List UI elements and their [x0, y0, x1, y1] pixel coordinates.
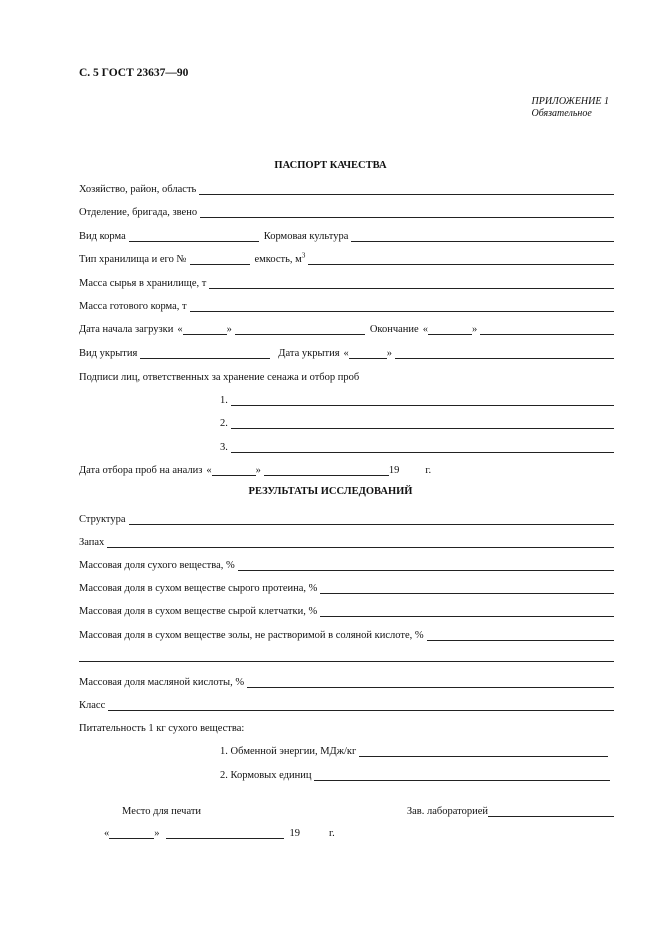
signature-3[interactable]: 3.	[220, 439, 614, 453]
field-ready-mass[interactable]	[79, 298, 614, 312]
field-storage[interactable]	[79, 251, 614, 265]
passport-title: ПАСПОРТ КАЧЕСТВА	[274, 160, 387, 171]
field-department[interactable]	[79, 204, 614, 218]
storage-label: Тип хранилища и его №	[79, 254, 187, 265]
signature-2[interactable]: 2.	[220, 415, 614, 429]
cover-date-label: Дата укрытия	[278, 348, 340, 359]
load-day[interactable]: « »	[177, 324, 232, 335]
appendix-label	[532, 96, 610, 120]
crop-line[interactable]	[351, 230, 614, 242]
field-farm[interactable]	[79, 181, 614, 195]
department-line[interactable]	[200, 206, 614, 218]
field-cover[interactable]	[79, 345, 614, 359]
field-raw-mass[interactable]	[79, 275, 614, 289]
butyric-line[interactable]	[247, 676, 614, 688]
end-label: Окончание	[369, 324, 419, 335]
storage-line[interactable]	[190, 253, 250, 265]
cover-month-line[interactable]	[395, 347, 614, 359]
crop-label: Кормовая культура	[263, 231, 349, 242]
sample-month-line[interactable]	[264, 464, 389, 476]
feed-type-label: Вид корма	[79, 231, 126, 242]
smell-label: Запах	[79, 537, 105, 548]
footer-month-line[interactable]	[166, 827, 284, 839]
capacity-line[interactable]	[308, 253, 614, 265]
head-signature-line[interactable]	[488, 805, 614, 817]
field-fiber[interactable]	[79, 603, 614, 617]
ash-line[interactable]	[427, 629, 614, 641]
field-protein[interactable]	[79, 580, 614, 594]
field-class[interactable]	[79, 697, 614, 711]
footer-day[interactable]: « »	[104, 828, 160, 839]
appendix-status: Обязательное	[531, 108, 592, 119]
signatures-heading	[79, 369, 614, 383]
ready-mass-line[interactable]	[190, 300, 614, 312]
butyric-label: Массовая доля масляной кислоты, %	[79, 677, 245, 688]
dry-matter-label: Массовая доля сухого вещества, %	[79, 560, 235, 571]
nutrition-heading	[79, 720, 614, 734]
end-day[interactable]: « »	[422, 324, 478, 335]
smell-line[interactable]	[107, 536, 614, 548]
field-energy[interactable]	[220, 743, 608, 757]
footer-signature-row[interactable]	[79, 803, 614, 817]
raw-mass-label: Масса сырья в хранилище, т	[79, 278, 207, 289]
sample-date-label: Дата отбора проб на анализ	[79, 465, 203, 476]
signatures-label: Подписи лиц, ответственных за хранение сенажа и отбор проб	[79, 372, 360, 383]
load-month-line[interactable]	[235, 323, 365, 335]
energy-label: 1. Обменной энергии, МДж/кг	[220, 746, 357, 757]
units-label: 2. Кормовых единиц	[220, 770, 312, 781]
footer-year-prefix: 19	[289, 828, 300, 839]
raw-mass-line[interactable]	[209, 277, 614, 289]
energy-line[interactable]	[359, 745, 608, 757]
units-line[interactable]	[314, 769, 610, 781]
structure-line[interactable]	[129, 513, 614, 525]
cover-type-label: Вид укрытия	[79, 348, 138, 359]
class-label: Класс	[79, 700, 106, 711]
nutrition-label: Питательность 1 кг сухого вещества:	[79, 723, 245, 734]
field-dry-matter[interactable]	[79, 557, 614, 571]
field-butyric[interactable]	[79, 674, 614, 688]
field-smell[interactable]	[79, 534, 614, 548]
fiber-line[interactable]	[320, 605, 614, 617]
ready-mass-label: Масса готового корма, т	[79, 301, 187, 312]
end-month-line[interactable]	[480, 323, 614, 335]
ash-label: Массовая доля в сухом веществе золы, не растворимой в соляной кислоте, %	[79, 630, 424, 641]
field-load-dates[interactable]	[79, 321, 614, 335]
ash-continuation-line[interactable]	[79, 661, 614, 662]
cover-type-line[interactable]	[140, 347, 270, 359]
class-line[interactable]	[108, 699, 614, 711]
capacity-label: емкость, $м^3$	[254, 251, 306, 265]
field-feed-type[interactable]	[79, 228, 614, 242]
page-header: С. 5 ГОСТ 23637—90	[79, 67, 189, 79]
cover-day[interactable]: « »	[343, 348, 393, 359]
farm-label: Хозяйство, район, область	[79, 184, 197, 195]
department-label: Отделение, бригада, звено	[79, 207, 198, 218]
dry-matter-line[interactable]	[238, 559, 614, 571]
signature-3-line[interactable]	[231, 441, 614, 453]
field-structure[interactable]	[79, 511, 614, 525]
protein-label: Массовая доля в сухом веществе сырого протеина, %	[79, 583, 318, 594]
feed-type-line[interactable]	[129, 230, 259, 242]
structure-label: Структура	[79, 514, 126, 525]
protein-line[interactable]	[320, 582, 614, 594]
signature-2-line[interactable]	[231, 417, 614, 429]
signature-1[interactable]: 1.	[220, 392, 614, 406]
field-units[interactable]	[220, 767, 610, 781]
head-label: Зав. лабораторией	[406, 806, 488, 817]
stamp-label: Место для печати	[122, 806, 202, 817]
load-start-label: Дата начала загрузки	[79, 324, 174, 335]
footer-date[interactable]	[104, 825, 404, 839]
field-ash[interactable]	[79, 627, 614, 641]
fiber-label: Массовая доля в сухом веществе сырой клетчатки, %	[79, 606, 318, 617]
sample-year-suffix: г.	[425, 465, 432, 476]
appendix-title: ПРИЛОЖЕНИЕ 1	[531, 96, 609, 107]
footer-year-suffix: г.	[329, 828, 335, 839]
sample-year-prefix: 19	[388, 465, 400, 476]
sample-day[interactable]: « »	[206, 465, 261, 476]
signature-1-line[interactable]	[231, 394, 614, 406]
results-title: РЕЗУЛЬТАТЫ ИССЛЕДОВАНИЙ	[248, 486, 413, 497]
farm-line[interactable]	[199, 183, 614, 195]
field-sample-date[interactable]	[79, 462, 614, 476]
